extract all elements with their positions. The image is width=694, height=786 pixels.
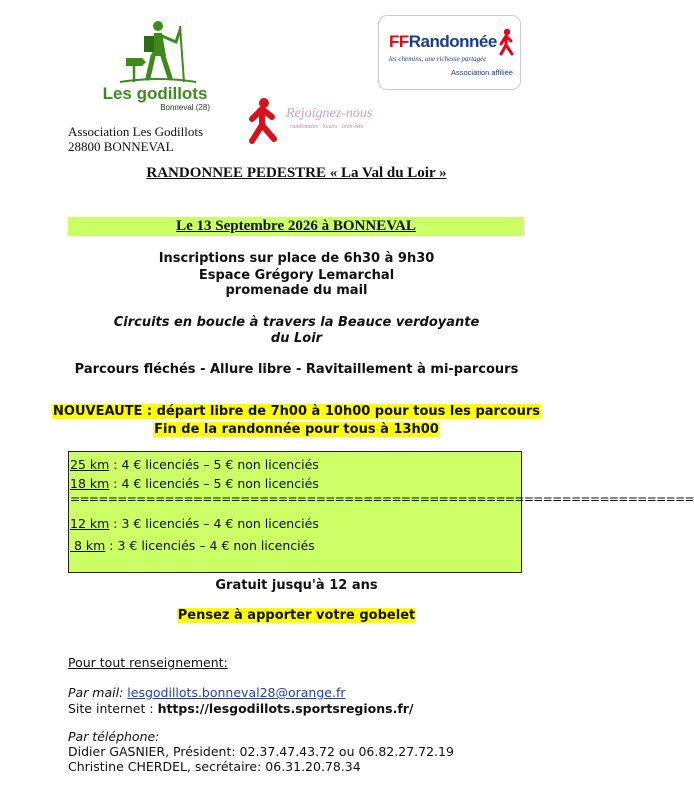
contact-site-line: [68, 701, 414, 716]
ffrandonnee-logo-ff: FF: [389, 32, 409, 51]
price-text: : 4 € licenciés – 5 € non licenciés: [109, 457, 319, 472]
price-separator: ==================================================================: [70, 492, 694, 506]
nouveaute-notice: [0, 404, 593, 419]
ffrandonnee-logo-randonnee: Randonnée: [408, 32, 497, 51]
price-row-12km: [70, 516, 319, 531]
parcours-info: Parcours fléchés - Allure libre - Ravitaillement à mi-parcours: [74, 362, 519, 377]
ffrandonnee-logo: [378, 15, 521, 90]
rejoignez-nous-logo: [244, 95, 373, 150]
site-label: Site internet :: [68, 701, 158, 716]
distance-label: 25 km: [70, 457, 110, 472]
venue-line-1: Espace Grégory Lemarchal: [198, 268, 395, 283]
price-text: : 3 € licenciés – 4 € non licenciés: [105, 538, 315, 553]
fin-randonnee-text: Fin de la randonnée pour tous à 13h00: [154, 422, 439, 437]
price-table: [68, 451, 694, 573]
inscriptions-text: Inscriptions sur place de 6h30 à 9h30: [158, 251, 435, 266]
godillots-logo-name: Les godillots: [102, 84, 208, 103]
fin-randonnee-notice: [0, 422, 593, 437]
ffrandonnee-logo-tagline: les chemins, une richesse partagée: [389, 55, 487, 63]
venue-line-2: promenade du mail: [225, 283, 368, 298]
circuits-line-2: du Loir: [270, 331, 323, 346]
nouveaute-text: NOUVEAUTE : départ libre de 7h00 à 10h00 pour tous les parcours: [53, 404, 540, 419]
site-link[interactable]: https://lesgodillots.sportsregions.fr/: [157, 701, 414, 716]
circuits-line-1: Circuits en boucle à travers la Beauce verdoyante: [113, 315, 480, 330]
gobelet-notice: [0, 608, 593, 623]
price-text: : 3 € licenciés – 4 € non licenciés: [109, 516, 319, 531]
distance-label: 8 km: [70, 538, 106, 553]
association-city: 28800 BONNEVAL: [68, 139, 174, 154]
event-title: RANDONNEE PEDESTRE « La Val du Loir »: [146, 165, 447, 181]
godillots-logo-subtitle: Bonneval (28): [160, 103, 210, 112]
telephone-secretary: Christine CHERDEL, secrétaire: 06.31.20.78.34: [68, 759, 361, 774]
rejoignez-nous-logo-text: Rejoignez-nous: [286, 106, 373, 121]
svg-text:randonnées · loisirs · bien-êt: randonnées · loisirs · bien-être: [290, 124, 364, 130]
price-text: : 4 € licenciés – 5 € non licenciés: [109, 476, 319, 491]
contact-mail-line: [68, 685, 346, 700]
mail-link[interactable]: lesgodillots.bonneval28@orange.fr: [127, 685, 346, 700]
gratuit-notice: Gratuit jusqu'à 12 ans: [215, 578, 378, 593]
price-row-18km: [70, 476, 319, 491]
price-row-8km: [70, 538, 315, 553]
ffrandonnee-hiker-icon: [497, 28, 517, 56]
price-row-25km: [70, 457, 319, 472]
telephone-heading: Par téléphone:: [68, 729, 160, 744]
ffrandonnee-logo-affiliation: Association affiliée: [451, 68, 513, 77]
distance-label: 18 km: [70, 476, 110, 491]
contact-heading: Pour tout renseignement:: [68, 655, 228, 670]
ffrandonnee-logo-name: [389, 32, 497, 52]
gobelet-text: Pensez à apporter votre gobelet: [177, 608, 416, 623]
telephone-president: Didier GASNIER, Président: 02.37.47.43.72 ou 06.82.27.72.19: [68, 744, 454, 759]
event-date: Le 13 Septembre 2026 à BONNEVAL: [176, 218, 416, 234]
association-name: Association Les Godillots: [68, 124, 204, 139]
distance-label: 12 km: [70, 516, 110, 531]
mail-label: Par mail:: [68, 685, 128, 700]
